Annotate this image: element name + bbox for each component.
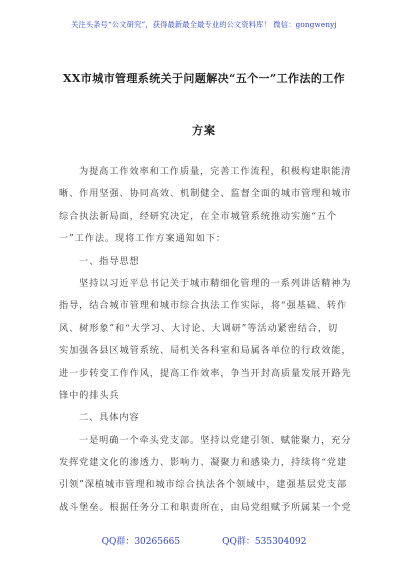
- body-line: 坚持以习近平总书记关于城市精细化管理的一系列讲话精神为: [79, 277, 352, 289]
- footer-qq-group-1: QQ群：30265665: [101, 537, 181, 547]
- document-title: XX市城市管理系统关于问题解决“五个一”工作法的工作: [62, 72, 346, 85]
- document-title-continuation: 方案: [192, 124, 216, 137]
- body-line: 风、树形象”和“大学习、大讨论、大调研”等活动紧密结合，切: [59, 322, 339, 334]
- body-line: 发挥党建文化的渗透力、影响力、凝聚力和感染力，持续将“党建: [59, 457, 348, 469]
- section-heading: 一、指导思想: [79, 255, 140, 267]
- section-heading: 二、具体内容: [79, 412, 140, 424]
- body-line: 指导，结合城市管理和城市综合执法工作实际，将“强基础、转作: [59, 300, 348, 312]
- header-banner: 关注头条号“公文研究”，获得最新最全最专业的公文资料库！ 微信：gongwenyj: [71, 20, 337, 29]
- body-line: 实加强各县区城管系统、局机关各科室和局属各单位的行政效能，: [59, 345, 352, 357]
- body-line: 引领”深植城市管理和城市综合执法各个领域中，建强基层党支部: [59, 479, 348, 491]
- document-body: [59, 161, 352, 519]
- body-line: 进一步转变工作作风，提高工作效率，争当开封高质量发展开路先: [59, 367, 352, 379]
- body-line: 为提高工作效率和工作质量，完善工作流程，积极构建职能清: [79, 166, 352, 177]
- body-line: 一”工作法。现将工作方案通知如下：: [59, 233, 226, 245]
- body-line: 综合执法新局面，经研究决定，在全市城管系统推动实施“五个: [59, 210, 337, 222]
- footer-banner: [0, 534, 408, 547]
- body-line: 晰、作用坚强、协同高效、机制健全、监督全面的城市管理和城市: [59, 188, 352, 200]
- footer-qq-group-2: QQ群：535304092: [222, 537, 307, 547]
- body-line: 一是明确一个牵头党支部。坚持以党建引领、赋能聚力，充分: [79, 434, 352, 446]
- body-line: 战斗堡垒。根据任务分工和职责所在，由局党组赋予所属某一个党: [59, 501, 352, 513]
- body-line: 锋中的排头兵: [59, 389, 120, 401]
